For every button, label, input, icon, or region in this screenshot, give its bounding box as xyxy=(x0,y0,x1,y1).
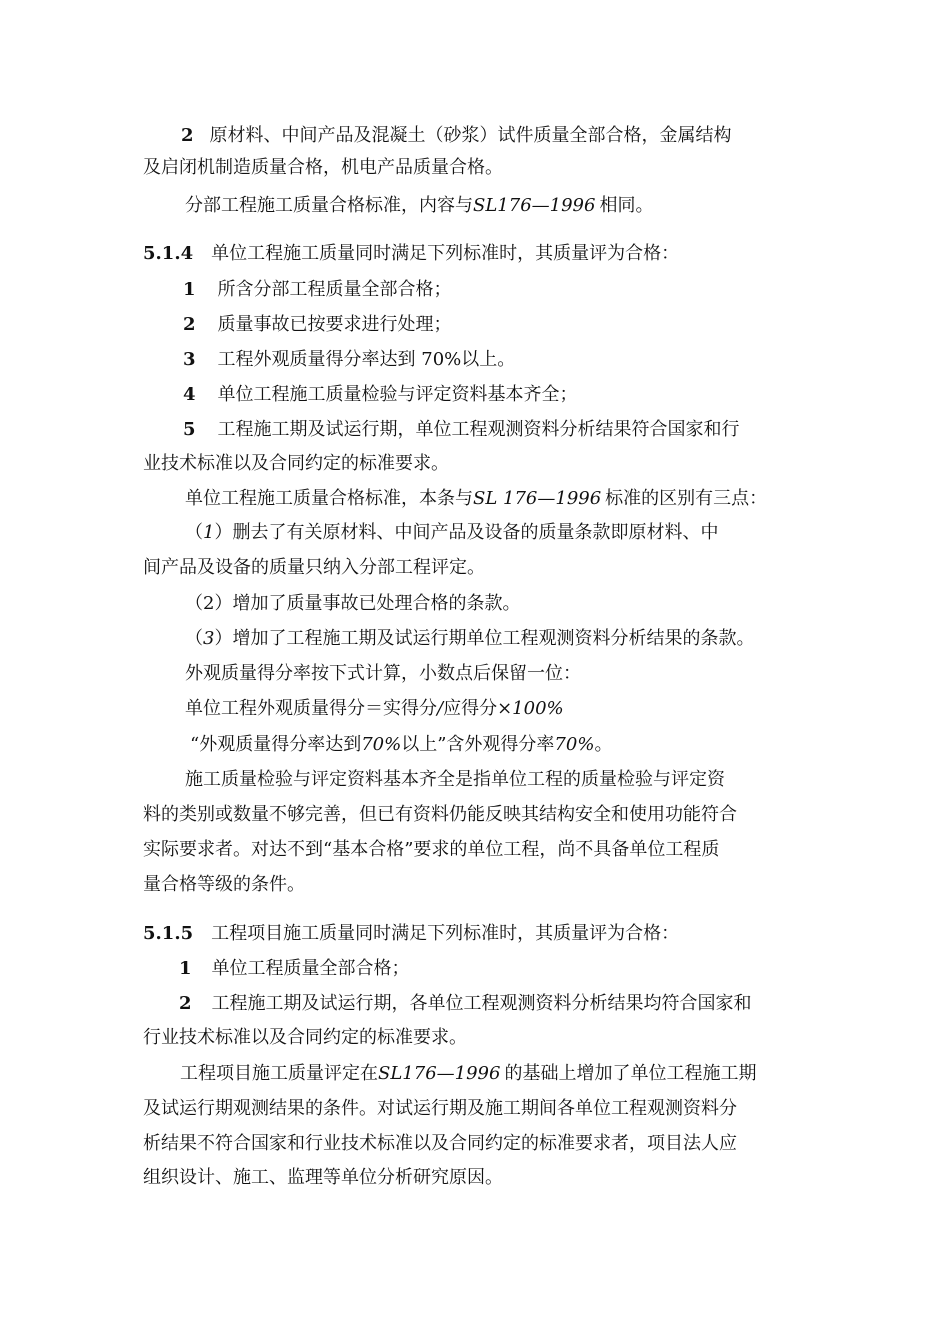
diff-text: 删去了有关原材料、中间产品及设备的质量条款即原材料、中 xyxy=(232,522,719,543)
paragraph-line xyxy=(185,487,767,511)
list-item xyxy=(183,278,452,302)
list-item xyxy=(183,383,578,407)
diff-item: （1）删去了有关原材料、中间产品及设备的质量条款即原材料、中 xyxy=(185,522,719,543)
paragraph-line: 析结果不符合国家和行业技术标准以及合同约定的标准要求者，项目法人应 xyxy=(143,1133,737,1154)
text-segment: 分部工程施工质量合格标准，内容与 xyxy=(185,195,473,216)
item-text: 质量事故已按要求进行处理； xyxy=(217,314,452,335)
formula-percent: 100% xyxy=(512,698,564,719)
diff-number: 2 xyxy=(203,593,215,614)
item-text: 单位工程质量全部合格； xyxy=(211,958,410,979)
text-segment: 单位工程施工质量合格标准，本条与 xyxy=(185,488,473,509)
item-text: 单位工程施工质量检验与评定资料基本齐全； xyxy=(217,384,578,405)
item-text: 所含分部工程质量全部合格； xyxy=(217,279,452,300)
text-segment: 。 xyxy=(594,734,613,755)
diff-continuation: 间产品及设备的质量只纳入分部工程评定。 xyxy=(143,557,485,578)
formula xyxy=(185,697,564,721)
text-segment: 以上”含外观得分率 xyxy=(401,734,555,755)
percent-value: 70% xyxy=(554,734,595,755)
quote-line xyxy=(190,733,612,757)
item-continuation: 及启闭机制造质量合格，机电产品质量合格。 xyxy=(143,157,503,178)
item-continuation: 业技术标准以及合同约定的标准要求。 xyxy=(143,453,449,474)
diff-item: （2）增加了质量事故已处理合格的条款。 xyxy=(185,593,521,614)
list-item xyxy=(183,313,452,337)
item-line xyxy=(181,124,732,148)
text-segment: 的基础上增加了单位工程施工期 xyxy=(504,1063,757,1084)
paragraph-line: 组织设计、施工、监理等单位分析研究原因。 xyxy=(143,1167,503,1188)
diff-number: 3 xyxy=(203,628,215,649)
text-segment: “外观质量得分率达到 xyxy=(190,734,362,755)
item-number: 2 xyxy=(181,125,194,146)
clause-number: 5.1.5 xyxy=(143,923,194,944)
formula-text: 应得分 xyxy=(443,698,498,719)
diff-text: 增加了质量事故已处理合格的条款。 xyxy=(232,593,521,614)
paragraph-line: 实际要求者。对达不到“基本合格”要求的单位工程，尚不具备单位工程质 xyxy=(143,839,720,860)
item-text: 原材料、中间产品及混凝土（砂浆）试件质量全部合格，金属结构 xyxy=(209,125,732,146)
paragraph-line xyxy=(180,1062,756,1086)
diff-text: 增加了工程施工期及试运行期单位工程观测资料分析结果的条款。 xyxy=(232,628,755,649)
text-segment: 相同。 xyxy=(599,195,654,216)
standard-code: SL176—1996 xyxy=(473,195,596,216)
paragraph-line: 料的类别或数量不够完善，但已有资料仍能反映其结构安全和使用功能符合 xyxy=(143,804,737,825)
item-text: 工程施工期及试运行期，单位工程观测资料分析结果符合国家和行 xyxy=(217,419,740,440)
item-number: 5 xyxy=(183,419,196,440)
clause-title: 单位工程施工质量同时满足下列标准时，其质量评为合格： xyxy=(211,243,680,264)
item-text: 工程施工期及试运行期，各单位工程观测资料分析结果均符合国家和 xyxy=(211,993,752,1014)
formula-text: 单位工程外观质量得分＝实得分 xyxy=(185,698,437,719)
item-number: 2 xyxy=(183,314,196,335)
list-item xyxy=(183,418,740,442)
diff-item: （3）增加了工程施工期及试运行期单位工程观测资料分析结果的条款。 xyxy=(185,628,755,649)
formula-times: × xyxy=(497,698,513,719)
item-text: 工程外观质量得分率达到 70%以上。 xyxy=(217,349,516,370)
text-segment: 工程项目施工质量评定在 xyxy=(180,1063,378,1084)
percent-value: 70% xyxy=(361,734,402,755)
clause-number: 5.1.4 xyxy=(143,243,194,264)
standard-code: SL176—1996 xyxy=(378,1063,501,1084)
standard-code: SL 176—1996 xyxy=(473,488,602,509)
text-segment: 标准的区别有三点： xyxy=(605,488,768,509)
list-item xyxy=(179,957,410,981)
diff-number: 1 xyxy=(203,522,215,543)
item-number: 1 xyxy=(183,279,196,300)
item-number: 4 xyxy=(183,384,196,405)
list-item xyxy=(183,348,515,372)
paragraph-line: 外观质量得分率按下式计算，小数点后保留一位： xyxy=(185,663,581,684)
paragraph-line: 及试运行期观测结果的条件。对试运行期及施工期间各单位工程观测资料分 xyxy=(143,1098,737,1119)
clause-heading xyxy=(143,242,679,266)
item-number: 2 xyxy=(179,993,192,1014)
list-item xyxy=(179,992,752,1016)
clause-heading xyxy=(143,922,679,946)
formula-slash: / xyxy=(437,698,444,719)
paragraph-line: 量合格等级的条件。 xyxy=(143,874,305,895)
item-number: 3 xyxy=(183,349,196,370)
clause-title: 工程项目施工质量同时满足下列标准时，其质量评为合格： xyxy=(211,923,680,944)
item-number: 1 xyxy=(179,958,192,979)
paragraph-line xyxy=(185,194,653,218)
paragraph-line: 施工质量检验与评定资料基本齐全是指单位工程的质量检验与评定资 xyxy=(185,769,725,790)
item-continuation: 行业技术标准以及合同约定的标准要求。 xyxy=(143,1027,467,1048)
